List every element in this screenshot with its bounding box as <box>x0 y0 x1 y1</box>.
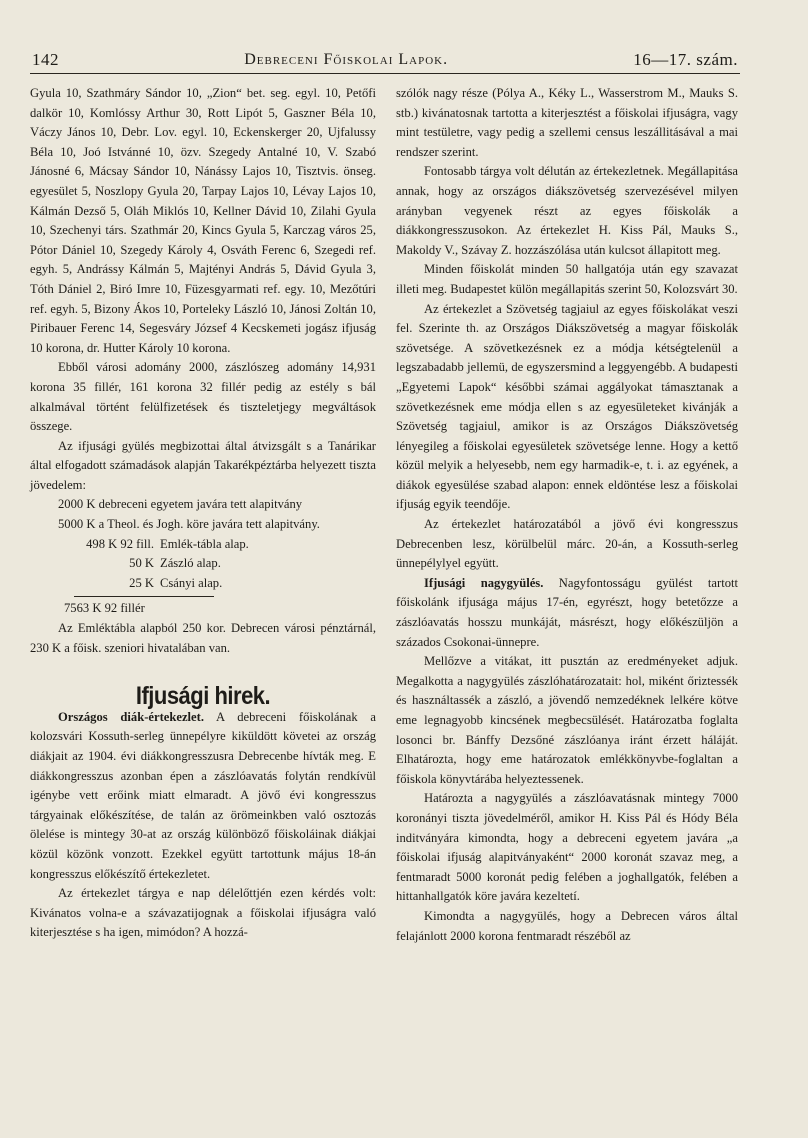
paragraph-ertekezlet: Az értekezlet tárgya e nap délelőttjén ezen kérdés volt: Kivánatos volna-e a szávazatijognak a főiskolai ifjuságra való kiterjesztése s ha igen, mimódon? A hozzá- <box>30 886 376 940</box>
paragraph-minden: Minden főiskolát minden 50 hallgatója után egy szavazat illeti meg. Budapestet külön megállapitás szerint 50, Kolozsvárt 30. <box>396 262 738 296</box>
fund-amount: 50 K <box>129 556 154 571</box>
paragraph-hatarozata: Az értekezlet határozatából a jövő évi kongresszus Debrecenben lesz, körülbelül márc. 20-án, a Kossuth-serleg ünnepélylyel együtt. <box>396 517 738 571</box>
fund-label: Emlék-tábla alap. <box>160 536 249 551</box>
issue-number: 16—17. szám. <box>633 50 738 69</box>
article-orszagos-title: Országos diák-értekezlet. <box>58 709 204 724</box>
page-header <box>32 48 738 72</box>
paragraph-ebbol: Ebből városi adomány 2000, zászlószeg adomány 14,931 korona 35 fillér, 161 korona 32 fillér pedig az estély s bál alkalmával történt felülfizetések és tiszteletjegy megváltások összege. <box>30 360 376 434</box>
paragraph-kimondta: Kimondta a nagygyülés, hogy a Debrecen város által felajánlott 2000 korona fentmaradt részéből az <box>396 908 738 943</box>
fund-row <box>64 574 376 594</box>
sum-rule <box>74 596 214 597</box>
header-rule <box>30 73 740 74</box>
right-column <box>396 84 738 946</box>
fund-total: 7563 K 92 fillér <box>64 601 145 616</box>
fund-amount: 498 K 92 fill. <box>86 536 154 551</box>
paragraph-mellozve: Mellőzve a vitákat, itt pusztán az eredményeket adjuk. Megalkotta a nagygyülés zászlóhatározatait: hol, miként őriztessék és használtassék a zászló, a jövendő nemzedéknek lelkére kötve eme legnagyobb kincsének megbecsülését. Határozatba foglalta losonci br. Bánffy Dezsőné zászlóanya iránt érzett háláját. Elhatározta, hogy eme határozatok emlékkönyvbe-foglaltan a főiskola könyvtárába helyeztessenek. <box>396 654 738 786</box>
fund-label: Zászló alap. <box>160 556 221 571</box>
paragraph-fontosabb: Fontosabb tárgya volt délután az értekezletnek. Megállapitása annak, hogy az országos diákszövetség szervezésével milyen arányban vegyenek részt az egyes főiskolák a diákkongresszusokon. Az értekezlet H. Kiss Pál, Mauks S., Makoldy V., Szávay Z. hozzászólása után kulcsot állapitott meg. <box>396 164 738 257</box>
paragraph-emlektabla: Az Emléktábla alapból 250 kor. Debrecen városi pénztárnál, 230 K a főisk. szeniori hivatalában van. <box>30 621 376 655</box>
fund-amount: 25 K <box>129 575 154 590</box>
article-orszagos <box>30 708 376 884</box>
article-nagygyules <box>396 574 738 652</box>
article-nagygyules-title: Ifjusági nagygyülés. <box>424 575 544 590</box>
section-title: Ifjusági hirek. <box>135 681 271 711</box>
page-number: 142 <box>32 50 59 69</box>
line-2000-alapitvany: 2000 K debreceni egyetem javára tett alapitvány <box>58 497 303 512</box>
fund-rows <box>30 535 376 594</box>
article-orszagos-text: A debreceni főiskolának a kolozsvári Kossuth-serleg ünnepélyre kiküldött követei az ország diákjait az 1904. évi diákkongresszusra Debrecenbe hívták meg. E diákkongresszus azonban épen a zászlóavatás folytán rendkívül igénybe vett erőink miatt elmaradt. A jövő évi kongresszus tárgyainak előkészítése, de talán az örömeinkben való osztozás ölelése is mintegy 30-at az ország különböző főiskoláinak diákjai közül közönk vonzott. Ezekkel együtt tartottunk május 18-án kongresszus előkészítő értekezletet. <box>30 709 376 881</box>
fund-row <box>64 535 376 555</box>
journal-title: Debreceni Főiskolai Lapok. <box>244 51 449 68</box>
paragraph-hatarozta: Határozta a nagygyülés a zászlóavatásnak mintegy 7000 koronányi tiszta jövedelméről, amikor H. Kiss Pál és Hódy Béla inditványára kimondta, hogy a debreceni egyetem javára „a főiskolai ifjuság alapitványaként“ 2000 koronát szavaz meg, a fentmaradt 5000 koronát pedig felében a joghallgatók, felében a hittanhallgatók köre javára kezeltetí. <box>396 791 738 904</box>
article-nagygyules-text: Nagyfontosságu gyülést tartott főiskolánk ifjusága május 17-én, egyrészt, hogy betetőzze a zászlóavatás hosszu munkáját, másrészt, hogy előkészüljön a százados Csokonai-ünnepre. <box>396 575 738 649</box>
paragraph-continued: szólók nagy része (Pólya A., Kéky L., Wasserstrom M., Mauks S. stb.) kivánatosnak tartotta a kiterjesztést a főiskolai ifjuságra, vagy mint testületre, vagy pedig a szellemi census leszállitásával a mai rendszer szerint. <box>396 86 738 159</box>
fund-label: Csányi alap. <box>160 575 223 590</box>
fund-row <box>64 554 376 574</box>
donor-list: Gyula 10, Szathmáry Sándor 10, „Zion“ bet. seg. egyl. 10, Petőfi dalkör 10, Komlóssy Arthur 30, Rott Lipót 5, Gaszner Béla 10, Váczy János 10, Debr. Lov. egyl. 10, Eckenskerger 20, Ujfalussy Béla 10, Joó Istvánné 10, özv. Szegedy Antalné 10, V. Szabó Jánosné 6, Mácsay Sándor 10, Nánássy Lajos 10, Tisztvis. önseg. egyesület 5, Noszlopy Gyula 20, Tarpay Lajos 10, Lévay Lajos 10, Kálmán Dezső 5, Oláh Miklós 10, Kellner Dávid 10, Zilahi Gyula 10, Szechenyi társ. Szathmár 20, Kincs Gyula 5, Karczag város 25, Pótor Dániel 10, Szegedy Károly 4, Osváth Ferenc 6, Szegedi ref. egyh. 5, Andrássy Kálmán 5, Majtényi András 5, Dávid Gyula 3, Tóth Dániel 2, Biró Imre 10, Füzesgyarmati ref. egy. 10, Mezőtúri ref. egyh. 5, Bizony Ákos 10, Porteleky László 10, Jánosi Zoltán 10, Piribauer Ferenc 14, Segesváry József 4 Kecskemeti jogász ifjuság 10 korona, dr. Hutter Károly 10 korona. <box>30 86 376 355</box>
paragraph-szovetseg: Az értekezlet a Szövetség tagjaiul az egyes főiskolákat veszi fel. Szerinte th. az Országos Diákszövetség a magyar főiskolák szövetsége. A szövetkezésnek ez a módja kétségtelenül a legszabadabb jellemü, de egyszersmind a leggyengébb. A budapesti „Egyetemi Lapok“ későbbi számai aggályokat támasztanak a szövetkezésnek eme módja ellen s az egyesületeket kivánják a Szövetség tagjaiul, amikor is az Országos Diákszövetség lényegileg a főiskolai egyesületek szövetsége lenne. Hogy a kettő közül melyik a helyesebb, nem egy harmadik-e, t. i. az egyének, a diákok egyesülése szabad alapon: ennek eldöntése lesz a főiskolai ifjuság egyik teendője. <box>396 301 738 512</box>
paragraph-megbizottai: Az ifjusági gyülés megbizottai által átvizsgált s a Tanárikar által elfogadott számadások alapján Takarékpéztárba helyezett tiszta jövedelem: <box>30 438 376 492</box>
line-5000-alapitvany: 5000 K a Theol. és Jogh. köre javára tett alapitvány. <box>58 517 320 532</box>
left-column <box>30 84 376 943</box>
